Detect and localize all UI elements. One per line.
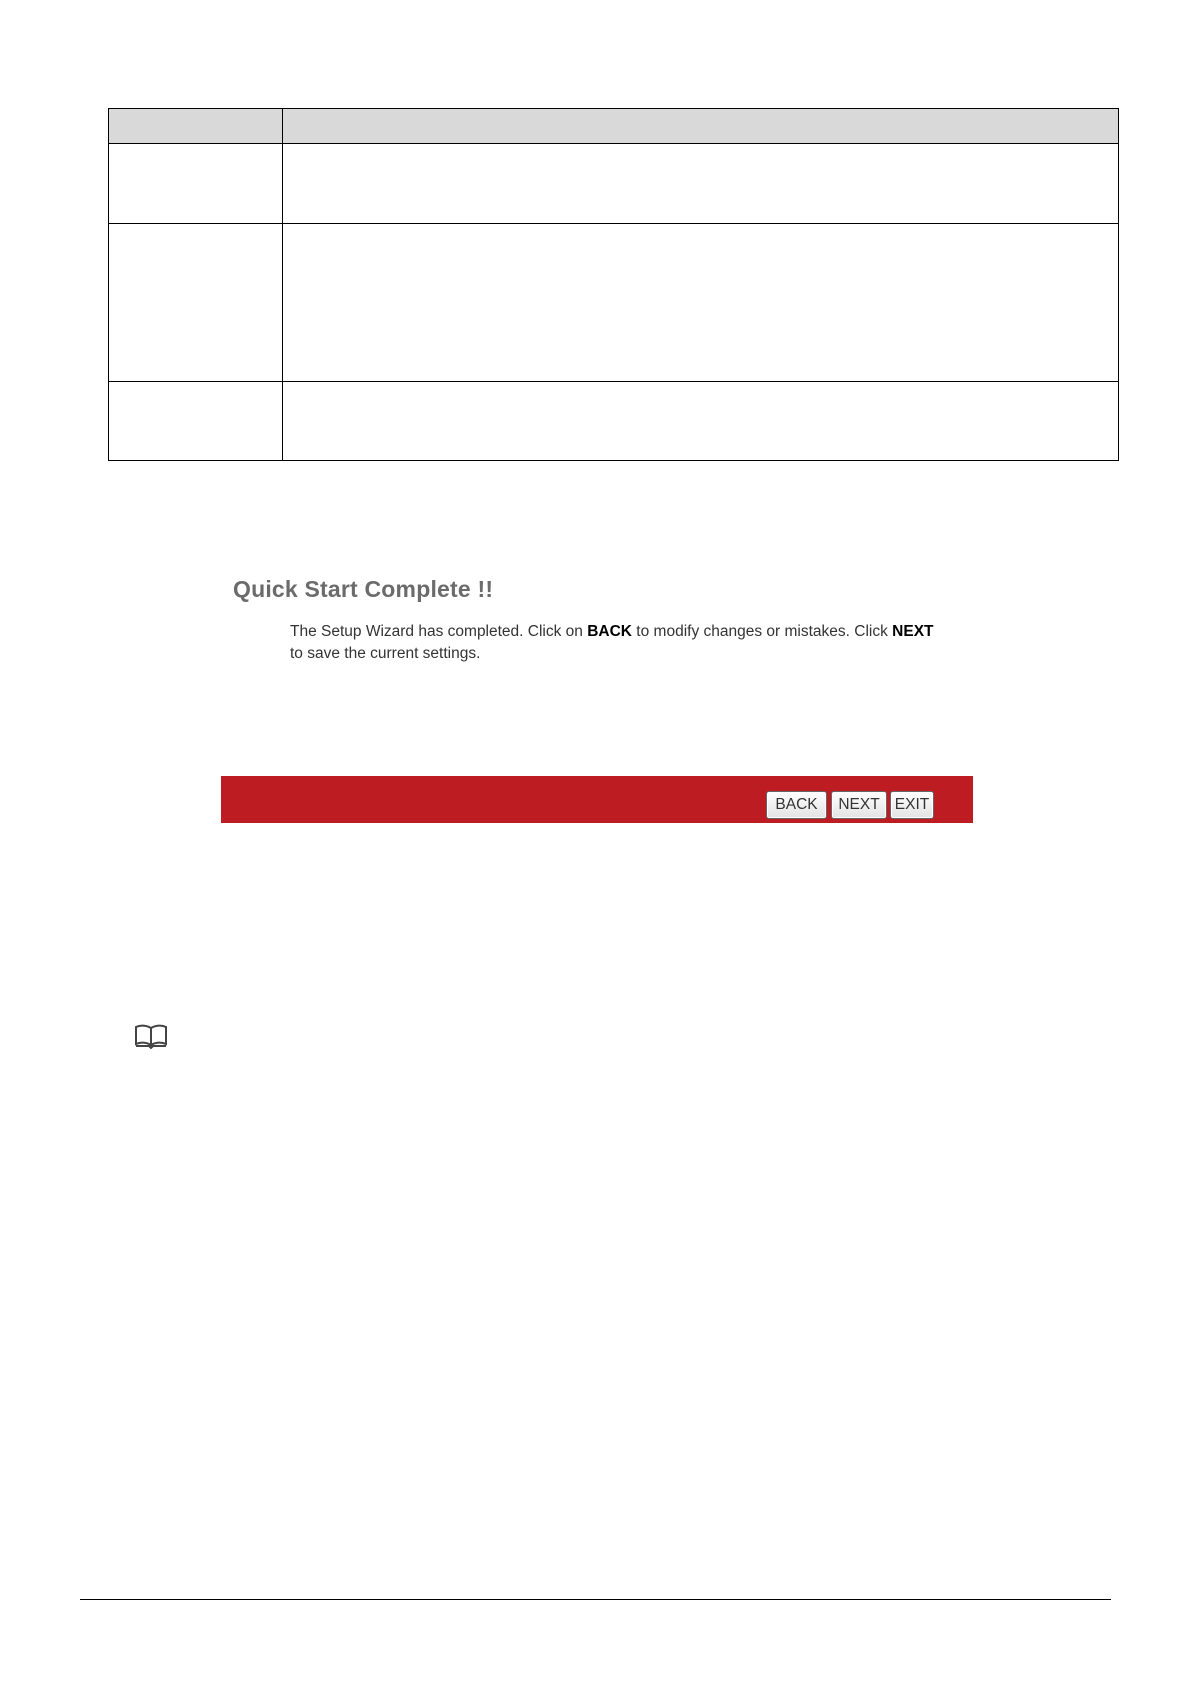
table-header-cell: [109, 109, 283, 144]
book-icon: [134, 1023, 168, 1049]
back-button[interactable]: BACK: [766, 791, 827, 819]
wizard-description: [290, 621, 970, 665]
table-row: [109, 144, 1119, 224]
wizard-button-bar: [221, 776, 973, 823]
description-back-keyword: BACK: [587, 623, 632, 640]
table-cell: [109, 144, 283, 224]
exit-button[interactable]: EXIT: [890, 791, 934, 819]
table-row: [109, 224, 1119, 382]
description-text: to save the current settings.: [290, 645, 481, 662]
page-title: Quick Start Complete !!: [233, 576, 494, 602]
table-header-row: [109, 109, 1119, 144]
table-cell: [109, 224, 283, 382]
table-cell: [109, 382, 283, 461]
table-cell: [283, 224, 1119, 382]
description-text: to modify changes or mistakes. Click: [632, 623, 893, 640]
table-cell: [283, 144, 1119, 224]
next-button[interactable]: NEXT: [831, 791, 887, 819]
parameter-table: [108, 108, 1119, 461]
description-text: The Setup Wizard has completed. Click on: [290, 623, 588, 640]
description-next-keyword: NEXT: [892, 623, 934, 640]
table-header-cell: [283, 109, 1119, 144]
footer-divider: [80, 1599, 1111, 1600]
table-row: [109, 382, 1119, 461]
table-cell: [283, 382, 1119, 461]
